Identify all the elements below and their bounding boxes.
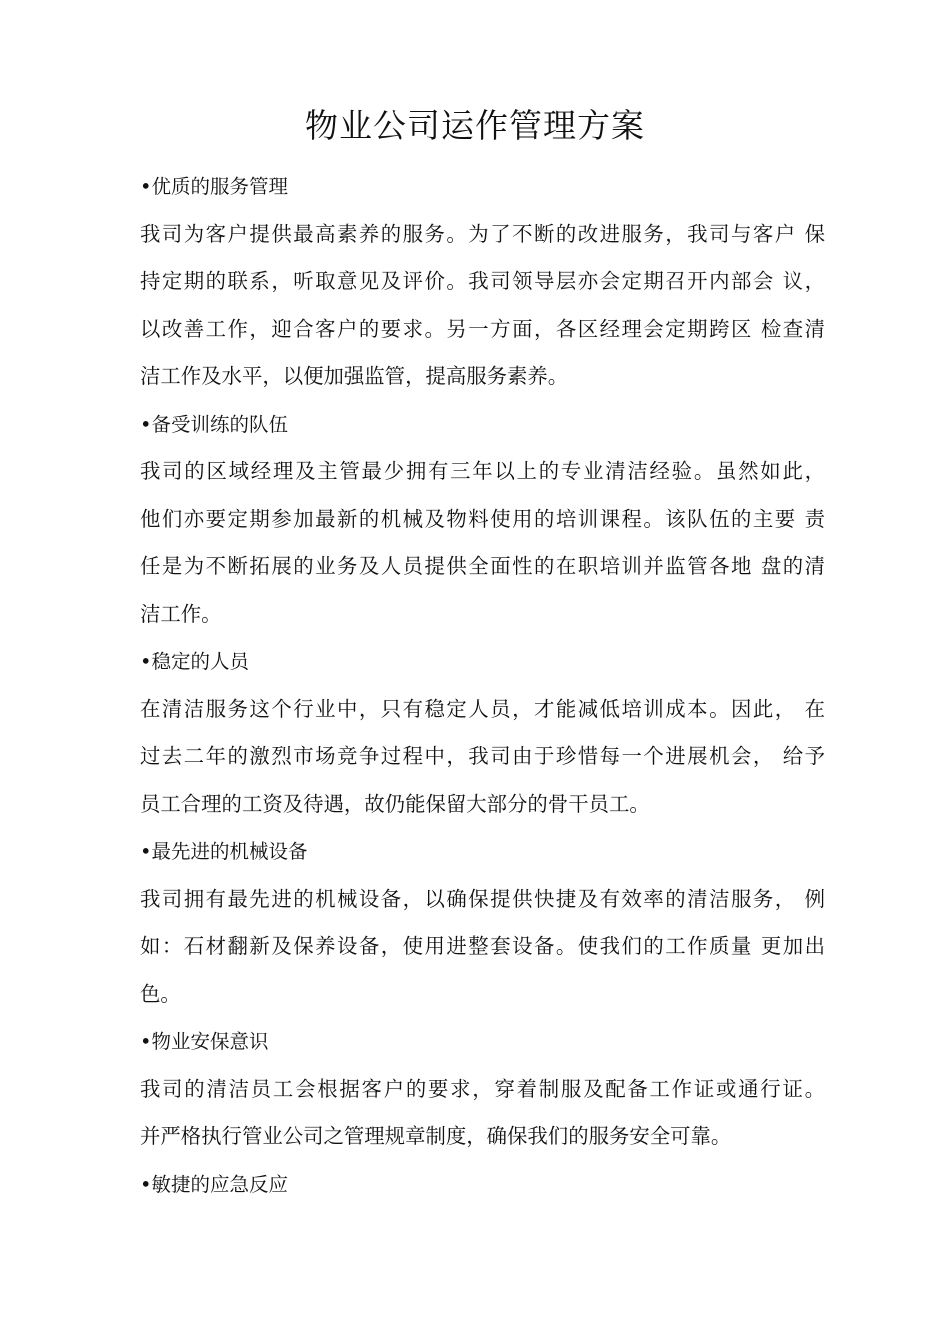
paragraph-line: 员工合理的工资及待遇，故仍能保留大部分的骨干员工。 [140,791,650,816]
document-title: 物业公司运作管理方案 [305,106,645,145]
section-advanced-equipment [140,828,825,1018]
section-stable-staff [140,638,825,828]
paragraph-line: 洁工作及水平，以便加强监管，提高服务素养。 [140,364,569,388]
paragraph-line: 如：石材翻新及保养设备，使用进整套设备。使我们的工作质量 更加出 [140,934,825,958]
document-body [140,163,825,1208]
paragraph-line: 我司的区域经理及主管最少拥有三年以上的专业清洁经验。虽然如此， [140,459,825,483]
paragraph-line: 他们亦要定期参加最新的机械及物料使用的培训课程。该队伍的主要 责 [140,506,825,531]
paragraph-line: 色。 [140,981,181,1006]
paragraph-line: 并严格执行管业公司之管理规章制度，确保我们的服务安全可靠。 [140,1124,732,1148]
paragraph-line: 我司的清洁员工会根据客户的要求，穿着制服及配备工作证或通行证。 [140,1076,825,1101]
section-heading: •最先进的机械设备 [140,840,308,863]
section-heading: •稳定的人员 [140,650,250,673]
section-heading: •物业安保意识 [140,1030,269,1053]
section-heading: •敏捷的应急反应 [140,1172,289,1196]
paragraph-line: 我司拥有最先进的机械设备，以确保提供快捷及有效率的清洁服务， 例 [140,886,825,911]
section-heading: •备受训练的队伍 [140,412,289,436]
section-emergency-response [140,1161,825,1209]
paragraph-line: 以改善工作，迎合客户的要求。另一方面，各区经理会定期跨区 检查清 [140,316,825,341]
paragraph-line: 我司为客户提供最高素养的服务。为了不断的改进服务，我司与客户 保 [140,221,825,246]
paragraph-line: 持定期的联系，听取意见及评价。我司领导层亦会定期召开内部会 议， [140,269,825,293]
section-security-awareness [140,1018,825,1161]
paragraph-line: 在清洁服务这个行业中，只有稳定人员，才能减低培训成本。因此， 在 [140,696,825,721]
section-service-management [140,163,825,401]
paragraph-line: 过去二年的激烈市场竞争过程中，我司由于珍惜每一个进展机会， 给予 [140,744,825,768]
section-trained-team [140,401,825,639]
section-heading: •优质的服务管理 [140,175,289,198]
paragraph-line: 洁工作。 [140,601,222,626]
paragraph-line: 任是为不断拓展的业务及人员提供全面性的在职培训并监管各地 盘的清 [140,554,825,578]
